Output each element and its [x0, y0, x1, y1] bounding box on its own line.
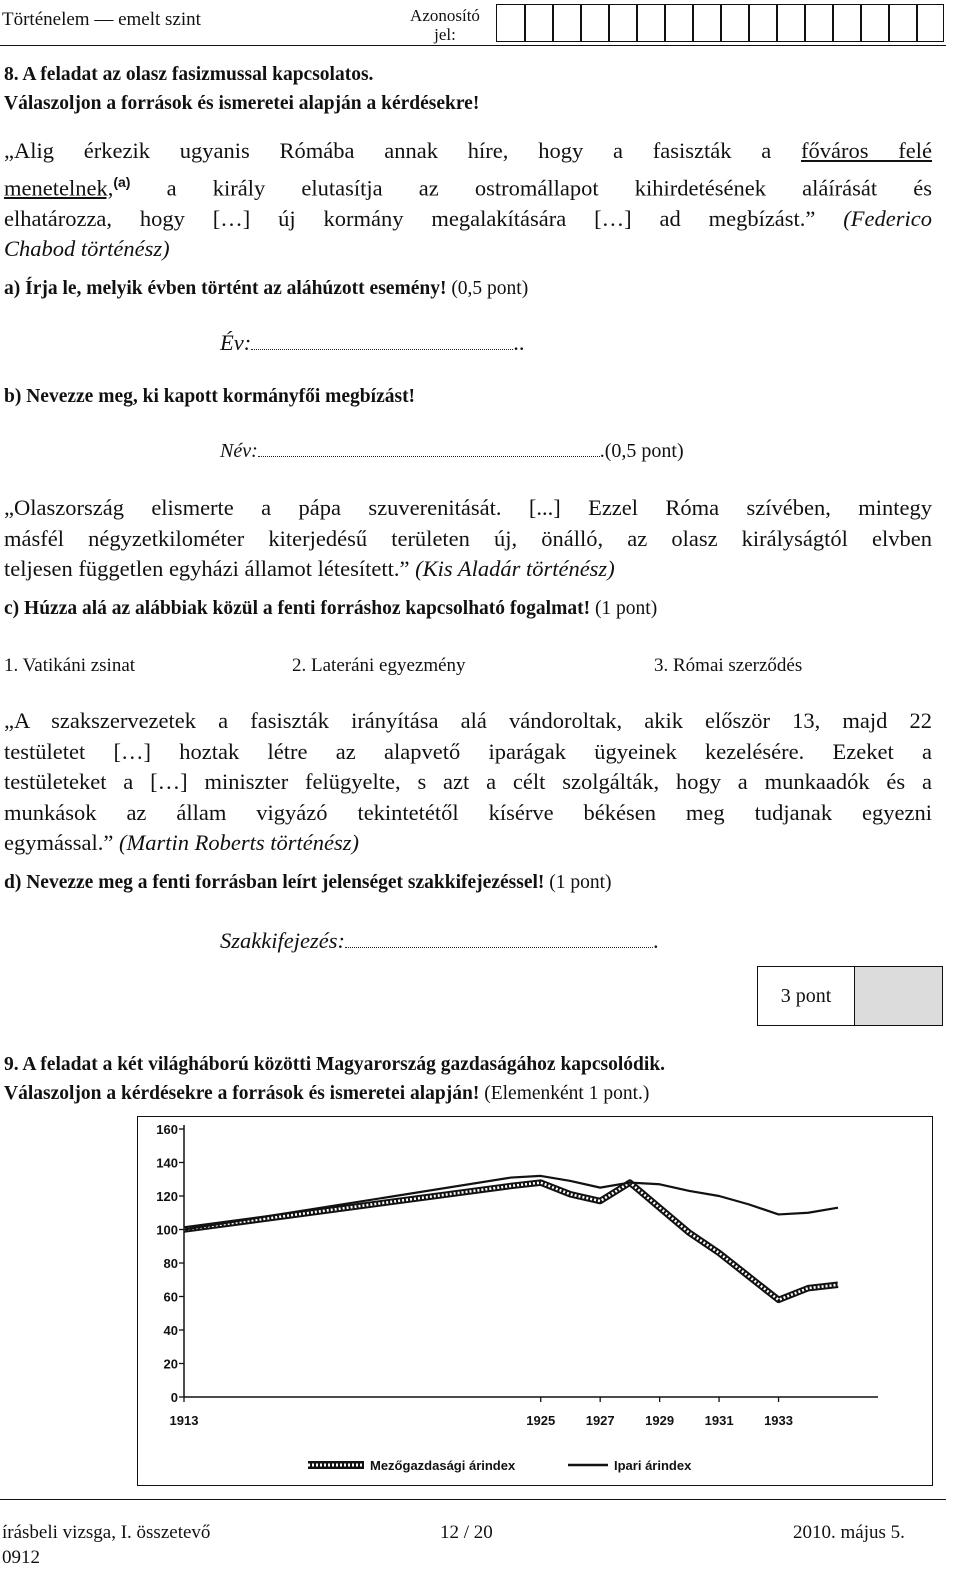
source-1-line-4: Chabod történész)	[4, 236, 170, 261]
task9-title-2: Válaszoljon a kérdésekre a források és ismeretei alapján! (Elemenként 1 pont.)	[4, 1083, 650, 1104]
y-tick-label: 0	[170, 1390, 178, 1405]
series-line-agri-dots	[184, 1183, 838, 1300]
source-3-line-5: egymással.” (Martin Roberts történész)	[4, 830, 359, 855]
id-box[interactable]	[748, 4, 778, 42]
x-tick-label: 1933	[764, 1413, 794, 1428]
footer-rule	[0, 1499, 946, 1500]
id-box[interactable]	[692, 4, 722, 42]
legend-agri-label: Mezőgazdasági árindex	[370, 1458, 516, 1473]
x-tick-label: 1931	[704, 1413, 734, 1428]
id-box[interactable]	[720, 4, 750, 42]
option-1[interactable]: 1. Vatikáni zsinat	[4, 655, 136, 676]
option-2[interactable]: 2. Lateráni egyezmény	[292, 655, 466, 676]
score-field[interactable]	[855, 967, 942, 1025]
page-header-subject: Történelem — emelt szint	[2, 9, 201, 30]
id-label-line1: Azonosító	[410, 6, 480, 25]
header-rule	[0, 45, 946, 46]
answer-a[interactable]: Év: ..	[220, 330, 525, 355]
id-box[interactable]	[832, 4, 862, 42]
task8-title-1: 8. A feladat az olasz fasizmussal kapcsolatos.	[4, 64, 374, 85]
id-box[interactable]	[636, 4, 666, 42]
question-b: b) Nevezze meg, ki kapott kormányfői megbízást!	[4, 386, 416, 407]
y-tick-label: 140	[156, 1155, 178, 1171]
id-box[interactable]	[860, 4, 890, 42]
source-3-line-4: munkások az állam vigyázó tekintetétől kísérve békésen meg tudjanak egyezni	[4, 799, 932, 825]
underlined-event-2: menetelnek,	[4, 175, 114, 200]
id-box[interactable]	[776, 4, 806, 42]
id-box[interactable]	[524, 4, 554, 42]
answer-d[interactable]: Szakkifejezés: .	[220, 928, 659, 953]
price-index-chart-svg	[138, 1117, 931, 1484]
score-box	[757, 966, 943, 1026]
task8-title-2: Válaszoljon a források és ismeretei alapján a kérdésekre!	[4, 93, 480, 114]
source-1-line-2: menetelnek,$^{(a)}$ a király elutasítja az ostromállapot kihirdetésének aláírását és	[4, 173, 932, 200]
id-box[interactable]	[804, 4, 834, 42]
source-2	[4, 493, 932, 585]
y-tick-label: 60	[163, 1289, 178, 1305]
answer-a-dots[interactable]	[251, 331, 513, 350]
price-index-chart	[137, 1116, 933, 1486]
id-box[interactable]	[664, 4, 694, 42]
source-2-line-2: másfél négyzetkilométer kiterjedésű területen új, önálló, az olasz királyságtól elvben	[4, 525, 932, 551]
y-tick-label: 80	[163, 1256, 178, 1271]
source-1-line-1: „Alig érkezik ugyanis Rómába annak híre, hogy a fasiszták a főváros felé	[4, 138, 932, 163]
id-box[interactable]	[888, 4, 918, 42]
id-box[interactable]	[580, 4, 610, 42]
id-box[interactable]	[496, 4, 526, 42]
footer-date: 2010. május 5.	[793, 1522, 905, 1543]
id-label-line2: jel:	[434, 25, 456, 44]
footnote-marker: (a)	[113, 173, 131, 190]
footer-code: 0912	[2, 1547, 40, 1568]
source-1	[4, 136, 932, 265]
answer-d-dots[interactable]	[345, 929, 653, 948]
source-3-line-2: testületet […] hoztak létre az alapvető iparágak ügyeinek kezelésére. Ezeket a	[4, 738, 932, 764]
y-tick-label: 100	[156, 1222, 178, 1238]
task9-title-1: 9. A feladat a két világháború közötti Magyarország gazdaságához kapcsolódik.	[4, 1054, 666, 1075]
source-2-line-1: „Olaszország elismerte a pápa szuverenitását. [...] Ezzel Róma szívében, mintegy	[4, 495, 932, 520]
id-box[interactable]	[916, 4, 944, 42]
footer-page: 12 / 20	[440, 1522, 493, 1543]
answer-b[interactable]: Név: .(0,5 pont)	[220, 440, 684, 462]
id-box[interactable]	[608, 4, 638, 42]
id-label	[396, 6, 494, 44]
y-tick-label: 120	[156, 1189, 178, 1204]
footer-left: írásbeli vizsga, I. összetevő	[2, 1522, 211, 1543]
x-tick-label: 1929	[645, 1413, 675, 1428]
x-tick-label: 1913	[169, 1413, 199, 1428]
series-line-agri-outline	[184, 1183, 838, 1300]
score-label: 3 pont	[758, 967, 855, 1025]
option-3[interactable]: 3. Római szerződés	[654, 655, 803, 676]
y-tick-label: 40	[163, 1323, 178, 1338]
source-3	[4, 706, 932, 859]
source-3-line-1: „A szakszervezetek a fasiszták irányítása alá vándoroltak, akik először 13, majd 22	[4, 708, 932, 733]
question-d: d) Nevezze meg a fenti forrásban leírt jelenséget szakkifejezéssel! (1 pont)	[4, 872, 612, 893]
x-tick-label: 1925	[526, 1413, 556, 1428]
source-3-line-3: testületeket a […] miniszter felügyelte, s azt a célt szolgálták, hogy a munkaadók és a	[4, 769, 932, 794]
underlined-event: főváros felé	[801, 138, 932, 163]
question-a: a) Írja le, melyik évben történt az aláhúzott esemény! (0,5 pont)	[4, 278, 529, 299]
answer-b-dots[interactable]	[258, 438, 600, 457]
y-tick-label: 160	[156, 1122, 178, 1137]
legend-industrial-label: Ipari árindex	[614, 1458, 692, 1473]
source-2-line-3: teljesen független egyházi államot létesített.” (Kis Aladár történész)	[4, 556, 615, 581]
source-1-line-3: elhatározza, hogy […] új kormány megalakítására […] ad megbízást.” (Federico	[4, 205, 933, 231]
y-tick-label: 20	[163, 1356, 178, 1372]
question-c: c) Húzza alá az alábbiak közül a fenti forráshoz kapcsolható fogalmat! (1 pont)	[4, 598, 658, 619]
id-box[interactable]	[552, 4, 582, 42]
x-tick-label: 1927	[585, 1413, 615, 1428]
